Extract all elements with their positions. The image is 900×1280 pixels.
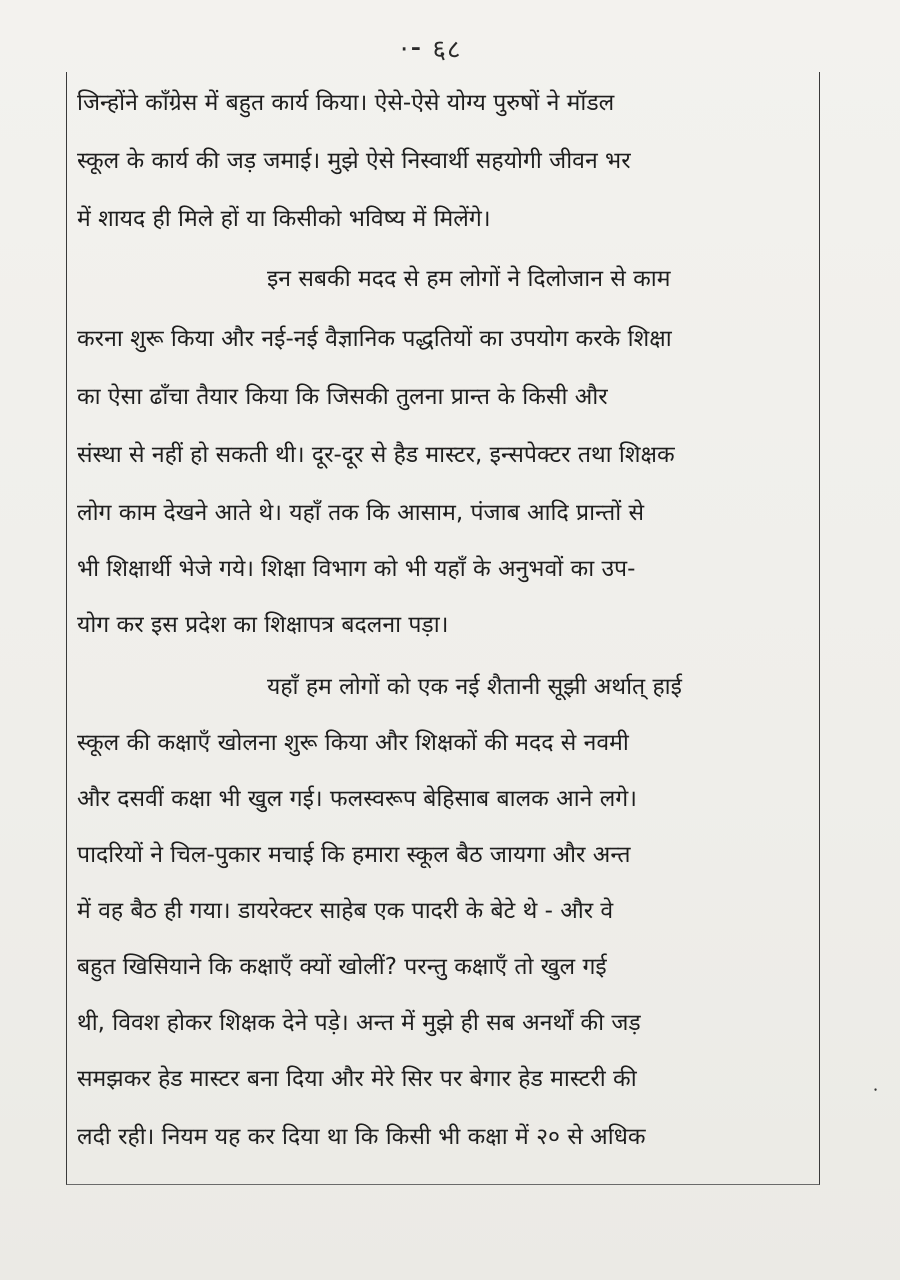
text-line-paragraph-start: इन सबकी मदद से हम लोगों ने दिलोजान से काम bbox=[267, 266, 671, 292]
text-line: लदी रही। नियम यह कर दिया था कि किसी भी कक्षा में २० से अधिक bbox=[77, 1124, 646, 1150]
page-number-value: ६८ bbox=[432, 35, 462, 65]
text-line: और दसवीं कक्षा भी खुल गई। फलस्वरूप बेहिसाब बालक आने लगे। bbox=[77, 786, 637, 812]
page-number-dash: ·⁃ bbox=[400, 35, 433, 65]
text-line: समझकर हेड मास्टर बना दिया और मेरे सिर पर बेगार हेड मास्टरी की bbox=[77, 1066, 637, 1092]
margin-mark: ⸳ bbox=[873, 1077, 878, 1098]
text-line: में वह बैठ ही गया। डायरेक्टर साहेब एक पादरी के बेटे थे - और वे bbox=[77, 898, 614, 924]
text-line: लोग काम देखने आते थे। यहाँ तक कि आसाम, पंजाब आदि प्रान्तों से bbox=[77, 500, 645, 526]
text-line: स्कूल की कक्षाएँ खोलना शुरू किया और शिक्षकों की मदद से नवमी bbox=[77, 730, 629, 756]
text-line: जिन्होंने काँग्रेस में बहुत कार्य किया। ऐसे-ऐसे योग्य पुरुषों ने मॉडल bbox=[77, 90, 615, 116]
handwritten-text-block bbox=[66, 72, 820, 1185]
text-line: करना शुरू किया और नई-नई वैज्ञानिक पद्धतियों का उपयोग करके शिक्षा bbox=[77, 326, 672, 352]
text-line: में शायद ही मिले हों या किसीको भविष्य में मिलेंगे। bbox=[77, 206, 491, 232]
text-line: का ऐसा ढाँचा तैयार किया कि जिसकी तुलना प्रान्त के किसी और bbox=[77, 384, 608, 410]
text-line: भी शिक्षार्थी भेजे गये। शिक्षा विभाग को भी यहाँ के अनुभवों का उप- bbox=[77, 556, 636, 582]
text-line: संस्था से नहीं हो सकती थी। दूर-दूर से हैड मास्टर, इन्सपेक्टर तथा शिक्षक bbox=[77, 442, 675, 468]
text-line: थी, विवश होकर शिक्षक देने पड़े। अन्त में मुझे ही सब अनर्थों की जड़ bbox=[77, 1010, 641, 1036]
text-line: योग कर इस प्रदेश का शिक्षापत्र बदलना पड़ा। bbox=[77, 612, 449, 638]
page-number bbox=[400, 30, 540, 66]
text-line: पादरियों ने चिल-पुकार मचाई कि हमारा स्कूल बैठ जायगा और अन्त bbox=[77, 842, 631, 868]
text-line-paragraph-start: यहाँ हम लोगों को एक नई शैतानी सूझी अर्थात् हाई bbox=[267, 674, 682, 700]
text-line: स्कूल के कार्य की जड़ जमाई। मुझे ऐसे निस्वार्थी सहयोगी जीवन भर bbox=[77, 148, 631, 174]
text-line: बहुत खिसियाने कि कक्षाएँ क्यों खोलीं? परन्तु कक्षाएँ तो खुल गई bbox=[77, 954, 607, 980]
